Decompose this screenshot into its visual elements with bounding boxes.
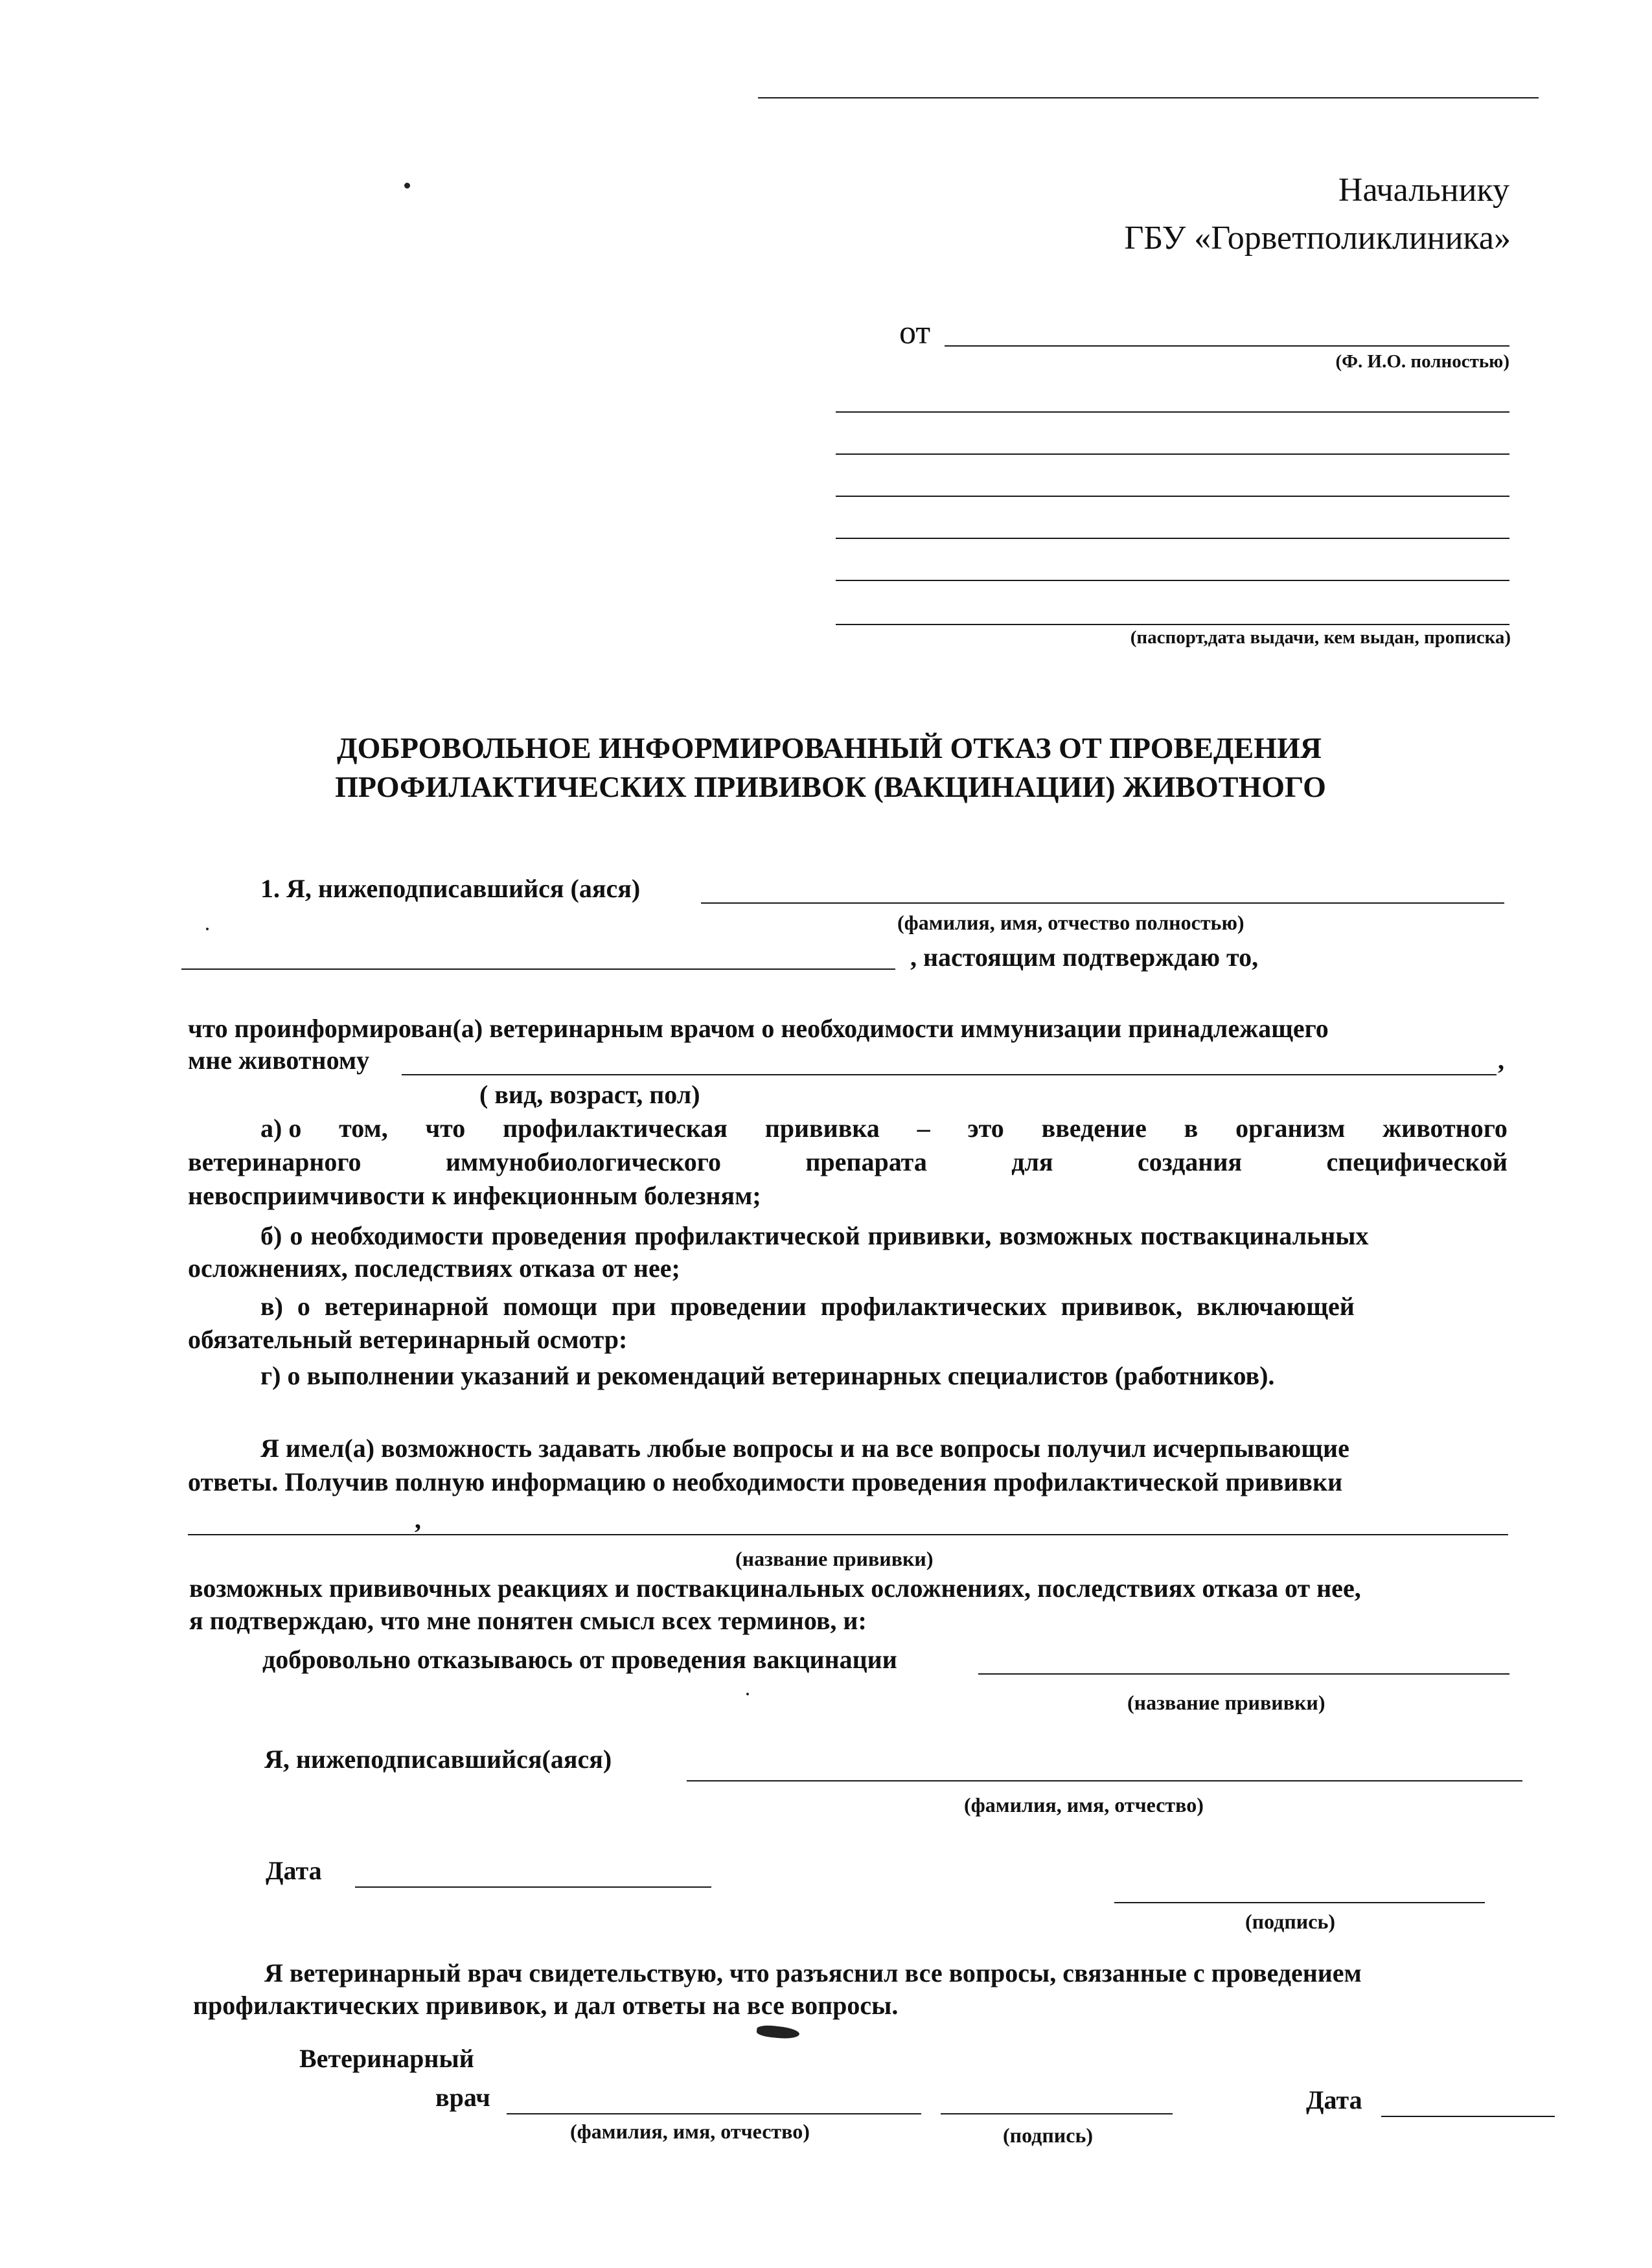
- animal-caption: ( вид, возраст, пол): [479, 1080, 700, 1109]
- passport-line-6[interactable]: [836, 624, 1509, 625]
- word: –: [917, 1114, 930, 1143]
- word: специфической: [1326, 1147, 1508, 1176]
- refused-vaccine-field[interactable]: [978, 1673, 1509, 1675]
- vaccine-caption: (название прививки): [735, 1547, 934, 1570]
- recipient-line-1: Начальнику: [1338, 172, 1509, 209]
- word: в: [1184, 1114, 1199, 1143]
- signer-label: Я, нижеподписавшийся(аяся): [264, 1745, 612, 1774]
- reactions-line-2: я подтверждаю, что мне понятен смысл всех терминов, и:: [189, 1606, 867, 1635]
- vaccine-caption-2: (название прививки): [1127, 1691, 1325, 1714]
- scan-speck: [206, 928, 209, 930]
- passport-line-4[interactable]: [836, 538, 1509, 539]
- word: создания: [1137, 1147, 1243, 1176]
- passport-line-3[interactable]: [836, 496, 1509, 497]
- vet-statement-line-2: профилактических прививок, и дал ответы на все вопросы.: [193, 1991, 899, 2020]
- item-g-line: г) о выполнении указаний и рекомендаций ветеринарных специалистов (работников).: [260, 1361, 1275, 1390]
- vet-name-field[interactable]: [507, 2113, 921, 2114]
- reactions-line-1: возможных прививочных реакциях и поствакцинальных осложнениях, последствиях отказа от нее,: [189, 1574, 1361, 1603]
- word: а) о: [260, 1114, 302, 1143]
- word: ветеринарного: [188, 1147, 361, 1176]
- item-v-line-1: в) о ветеринарной помощи при проведении профилактических прививок, включающей: [260, 1292, 1355, 1321]
- word: профилактическая: [503, 1114, 728, 1143]
- signer-full-label: 1. Я, нижеподписавшийся (аяся): [260, 874, 641, 903]
- signer-name-field[interactable]: [687, 1780, 1522, 1781]
- vet-date-field[interactable]: [1381, 2116, 1555, 2117]
- doc-title-line-2: ПРОФИЛАКТИЧЕСКИХ ПРИВИВОК (ВАКЦИНАЦИИ) ЖИВОТНОГО: [335, 770, 1326, 803]
- word: том,: [339, 1114, 388, 1143]
- item-v-line-2: обязательный ветеринарный осмотр:: [188, 1325, 628, 1354]
- word: препарата: [805, 1147, 927, 1176]
- signature-field[interactable]: [1114, 1902, 1485, 1903]
- refuse-label: добровольно отказываюсь от проведения вакцинации: [262, 1645, 897, 1674]
- passport-caption: (паспорт,дата выдачи, кем выдан, прописка): [1130, 627, 1511, 648]
- doc-title-line-1: ДОБРОВОЛЬНОЕ ИНФОРМИРОВАННЫЙ ОТКАЗ ОТ ПРОВЕДЕНИЯ: [337, 731, 1322, 764]
- questions-comma: ,: [415, 1505, 421, 1534]
- item-b-line-1: б) о необходимости проведения профилактической прививки, возможных поствакцинальных: [260, 1221, 1369, 1250]
- signer-full-name-field-2[interactable]: [181, 968, 895, 970]
- word: организм: [1235, 1114, 1346, 1143]
- passport-line-2[interactable]: [836, 453, 1509, 455]
- informed-line: что проинформирован(а) ветеринарным врачом о необходимости иммунизации принадлежащего: [188, 1014, 1329, 1043]
- scan-speck: [404, 183, 410, 189]
- vet-statement-line-1: Я ветеринарный врач свидетельствую, что разъяснил все вопросы, связанные с проведением: [264, 1958, 1362, 1987]
- word: введение: [1041, 1114, 1147, 1143]
- from-name-field[interactable]: [945, 345, 1509, 347]
- word: иммунобиологического: [445, 1147, 721, 1176]
- signature-caption: (подпись): [1245, 1910, 1336, 1933]
- date-label: Дата: [266, 1856, 322, 1885]
- animal-field[interactable]: [402, 1074, 1497, 1075]
- passport-line-1[interactable]: [836, 411, 1509, 413]
- vet-signature-field[interactable]: [941, 2113, 1173, 2114]
- fio-full-caption: (фамилия, имя, отчество полностью): [897, 911, 1245, 934]
- word: прививка: [764, 1114, 880, 1143]
- animal-label: мне животному: [188, 1046, 370, 1075]
- passport-line-5[interactable]: [836, 580, 1509, 581]
- vet-sign-caption: (подпись): [1003, 2124, 1094, 2147]
- vet-label-1: Ветеринарный: [299, 2044, 474, 2073]
- questions-line-1: Я имел(а) возможность задавать любые вопросы и на все вопросы получил исчерпывающие: [260, 1434, 1349, 1463]
- vet-label-2: врач: [435, 2083, 490, 2112]
- signer-full-name-field[interactable]: [701, 902, 1504, 904]
- vet-date-label: Дата: [1306, 2085, 1362, 2114]
- ink-smudge: [756, 2024, 800, 2041]
- item-a-line-3: невосприимчивости к инфекционным болезням;: [188, 1181, 761, 1210]
- questions-line-2: ответы. Получив полную информацию о необходимости проведения профилактической прививки: [188, 1467, 1343, 1496]
- top-rule: [758, 97, 1539, 98]
- animal-comma: ,: [1498, 1046, 1504, 1075]
- fio-caption: (фамилия, имя, отчество): [964, 1793, 1204, 1816]
- word: это: [967, 1114, 1004, 1143]
- vet-fio-caption: (фамилия, имя, отчество): [570, 2120, 810, 2143]
- recipient-line-2: ГБУ «Горветполиклиника»: [1124, 220, 1511, 257]
- name-caption: (Ф. И.О. полностью): [1335, 351, 1509, 372]
- scan-speck: [746, 1693, 749, 1695]
- word: что: [425, 1114, 466, 1143]
- item-a-line-1: [260, 1116, 1508, 1141]
- word: для: [1011, 1147, 1053, 1176]
- item-b-line-2: осложнениях, последствиях отказа от нее;: [188, 1254, 680, 1283]
- vaccine-name-field[interactable]: [188, 1534, 1508, 1535]
- word: животного: [1382, 1114, 1508, 1143]
- date-field[interactable]: [355, 1886, 711, 1888]
- from-label: от: [899, 314, 931, 351]
- confirm-text: , настоящим подтверждаю то,: [910, 943, 1259, 972]
- item-a-line-2: [188, 1149, 1508, 1175]
